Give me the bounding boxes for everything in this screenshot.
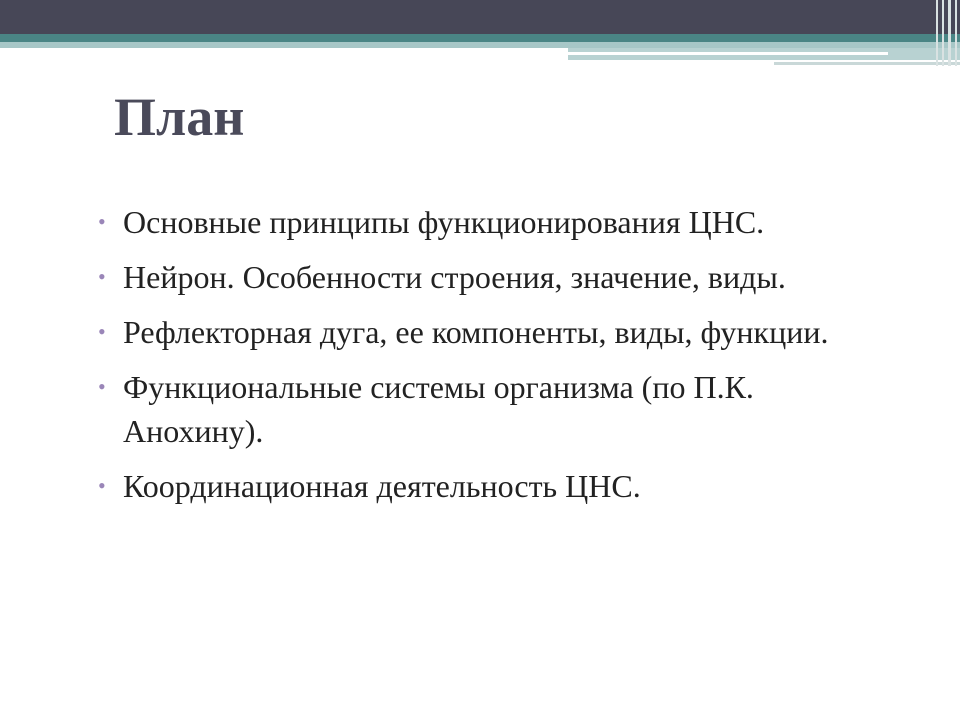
vertical-stripe (948, 0, 951, 66)
bullet-text: Координационная деятельность ЦНС. (123, 468, 641, 504)
header-band-teal (0, 34, 960, 42)
bullet-list (96, 200, 856, 519)
bullet-item (96, 255, 856, 299)
header-band-step-inner (568, 52, 888, 55)
bullet-text: Основные принципы функционирования ЦНС. (123, 204, 765, 240)
header-band-dark (0, 0, 960, 34)
bullet-marker-icon: • (98, 209, 106, 234)
header-vertical-stripes (930, 0, 960, 66)
bullet-marker-icon: • (98, 264, 106, 289)
vertical-stripe (955, 0, 957, 66)
bullet-text: Нейрон. Особенности строения, значение, виды. (123, 259, 786, 295)
bullet-text: Функциональные системы организма (по П.К. Анохину). (123, 369, 754, 449)
bullet-item (96, 365, 856, 453)
bullet-text: Рефлекторная дуга, ее компоненты, виды, функции. (123, 314, 829, 350)
vertical-stripe (942, 0, 944, 66)
bullet-item (96, 200, 856, 244)
slide-title: План (114, 87, 245, 147)
vertical-stripe (936, 0, 938, 66)
bullet-item (96, 310, 856, 354)
bullet-marker-icon: • (98, 319, 106, 344)
bullet-marker-icon: • (98, 473, 106, 498)
bullet-item (96, 464, 856, 508)
bullet-marker-icon: • (98, 374, 106, 399)
